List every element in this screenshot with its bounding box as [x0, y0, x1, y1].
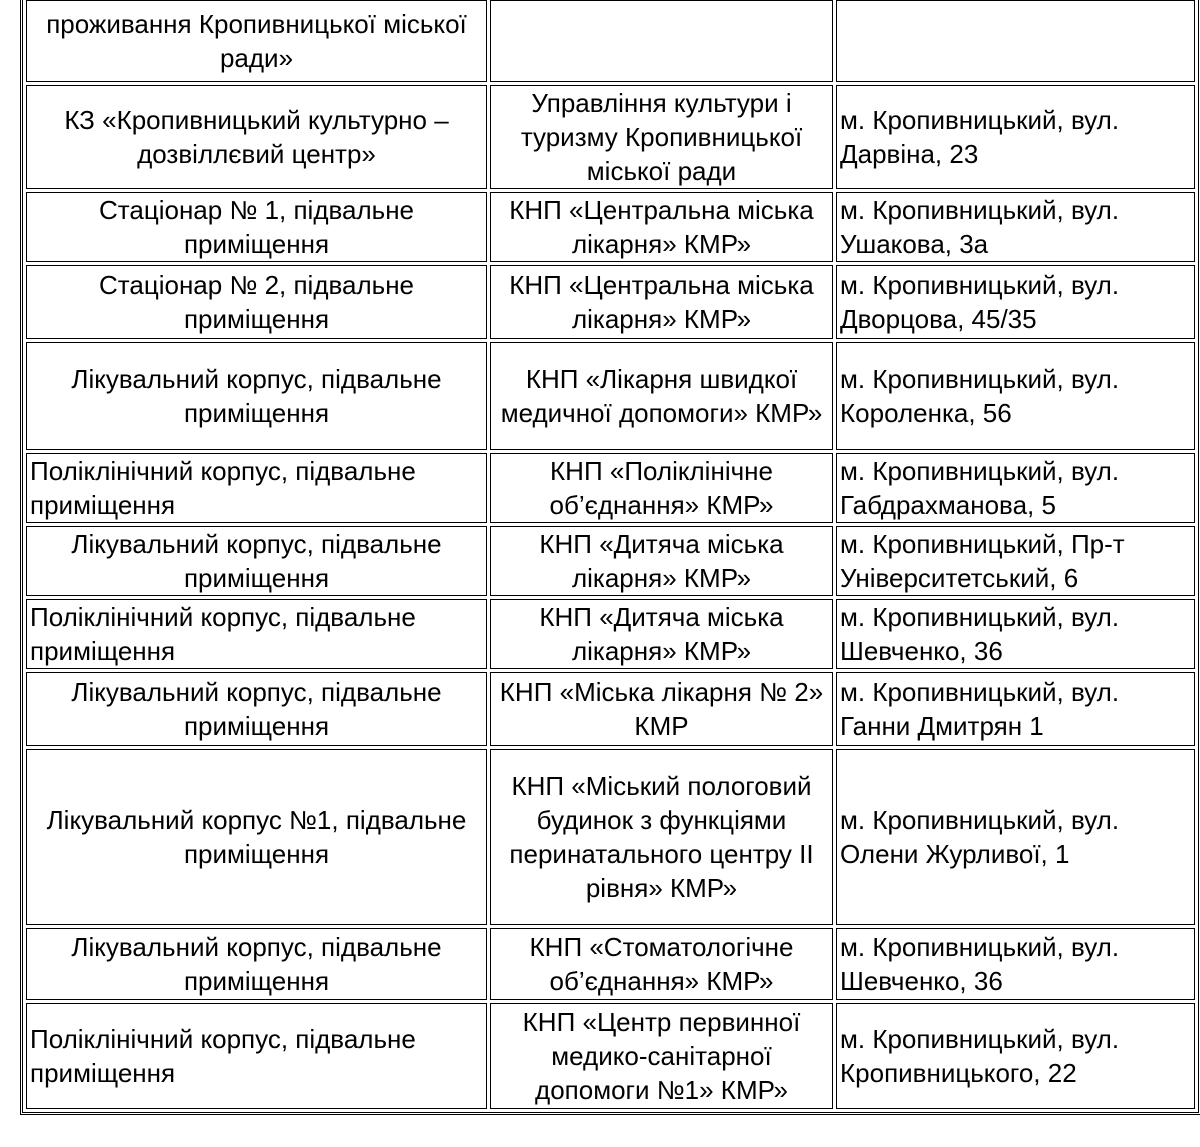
owner-cell: Управління культури і туризму Кропивницької міської ради: [490, 85, 833, 189]
facility-name-cell: Лікувальний корпус, підвальне приміщення: [26, 672, 487, 746]
table-row: [26, 85, 1195, 189]
address-cell: м. Кропивницький, вул. Короленка, 56: [836, 342, 1195, 450]
table-row: [26, 192, 1195, 262]
table-row: [26, 599, 1195, 669]
owner-cell: [490, 0, 833, 82]
table-row: [26, 672, 1195, 746]
table-row: [26, 526, 1195, 596]
table-row: [26, 0, 1195, 82]
address-cell: м. Кропивницький, вул. Олени Журливої, 1: [836, 749, 1195, 925]
table-row: [26, 928, 1195, 1000]
owner-cell: КНП «Міська лікарня № 2» КМР: [490, 672, 833, 746]
owner-cell: КНП «Центральна міська лікарня» КМР»: [490, 192, 833, 262]
owner-cell: КНП «Центральна міська лікарня» КМР»: [490, 265, 833, 339]
facility-name-cell: Поліклінічний корпус, підвальне приміщення: [26, 599, 487, 669]
owner-cell: КНП «Міський пологовий будинок з функціями перинатального центру ІІ рівня» КМР»: [490, 749, 833, 925]
table-row: [26, 342, 1195, 450]
address-cell: м. Кропивницький, вул. Ушакова, 3а: [836, 192, 1195, 262]
facility-name-cell: Лікувальний корпус, підвальне приміщення: [26, 928, 487, 1000]
facility-name-cell: Лікувальний корпус №1, підвальне приміщення: [26, 749, 487, 925]
facility-name-cell: Лікувальний корпус, підвальне приміщення: [26, 342, 487, 450]
address-cell: м. Кропивницький, вул. Дворцова, 45/35: [836, 265, 1195, 339]
address-cell: м. Кропивницький, вул. Дарвіна, 23: [836, 85, 1195, 189]
owner-cell: КНП «Лікарня швидкої медичної допомоги» КМР»: [490, 342, 833, 450]
owner-cell: КНП «Дитяча міська лікарня» КМР»: [490, 599, 833, 669]
address-cell: м. Кропивницький, вул. Ганни Дмитрян 1: [836, 672, 1195, 746]
address-cell: м. Кропивницький, Пр-т Університетський, 6: [836, 526, 1195, 596]
facility-name-cell: Лікувальний корпус, підвальне приміщення: [26, 526, 487, 596]
table-row: [26, 749, 1195, 925]
address-cell: м. Кропивницький, вул. Кропивницького, 22: [836, 1003, 1195, 1109]
owner-cell: КНП «Центр первинної медико-санітарної допомоги №1» КМР»: [490, 1003, 833, 1109]
address-cell: м. Кропивницький, вул. Шевченко, 36: [836, 599, 1195, 669]
address-cell: м. Кропивницький, вул. Габдрахманова, 5: [836, 453, 1195, 523]
facility-name-cell: Поліклінічний корпус, підвальне приміщення: [26, 1003, 487, 1109]
address-cell: [836, 0, 1195, 82]
table-row: [26, 453, 1195, 523]
facility-name-cell: Поліклінічний корпус, підвальне приміщення: [26, 453, 487, 523]
facility-name-cell: проживання Кропивницької міської ради»: [26, 0, 487, 82]
facility-name-cell: Стаціонар № 2, підвальне приміщення: [26, 265, 487, 339]
address-cell: м. Кропивницький, вул. Шевченко, 36: [836, 928, 1195, 1000]
shelters-table: [20, 0, 1200, 1115]
owner-cell: КНП «Дитяча міська лікарня» КМР»: [490, 526, 833, 596]
table-row: [26, 1003, 1195, 1109]
owner-cell: КНП «Поліклінічне об’єднання» КМР»: [490, 453, 833, 523]
table-row: [26, 265, 1195, 339]
facility-name-cell: КЗ «Кропивницький культурно – дозвіллєвий центр»: [26, 85, 487, 189]
owner-cell: КНП «Стоматологічне об’єднання» КМР»: [490, 928, 833, 1000]
facility-name-cell: Стаціонар № 1, підвальне приміщення: [26, 192, 487, 262]
